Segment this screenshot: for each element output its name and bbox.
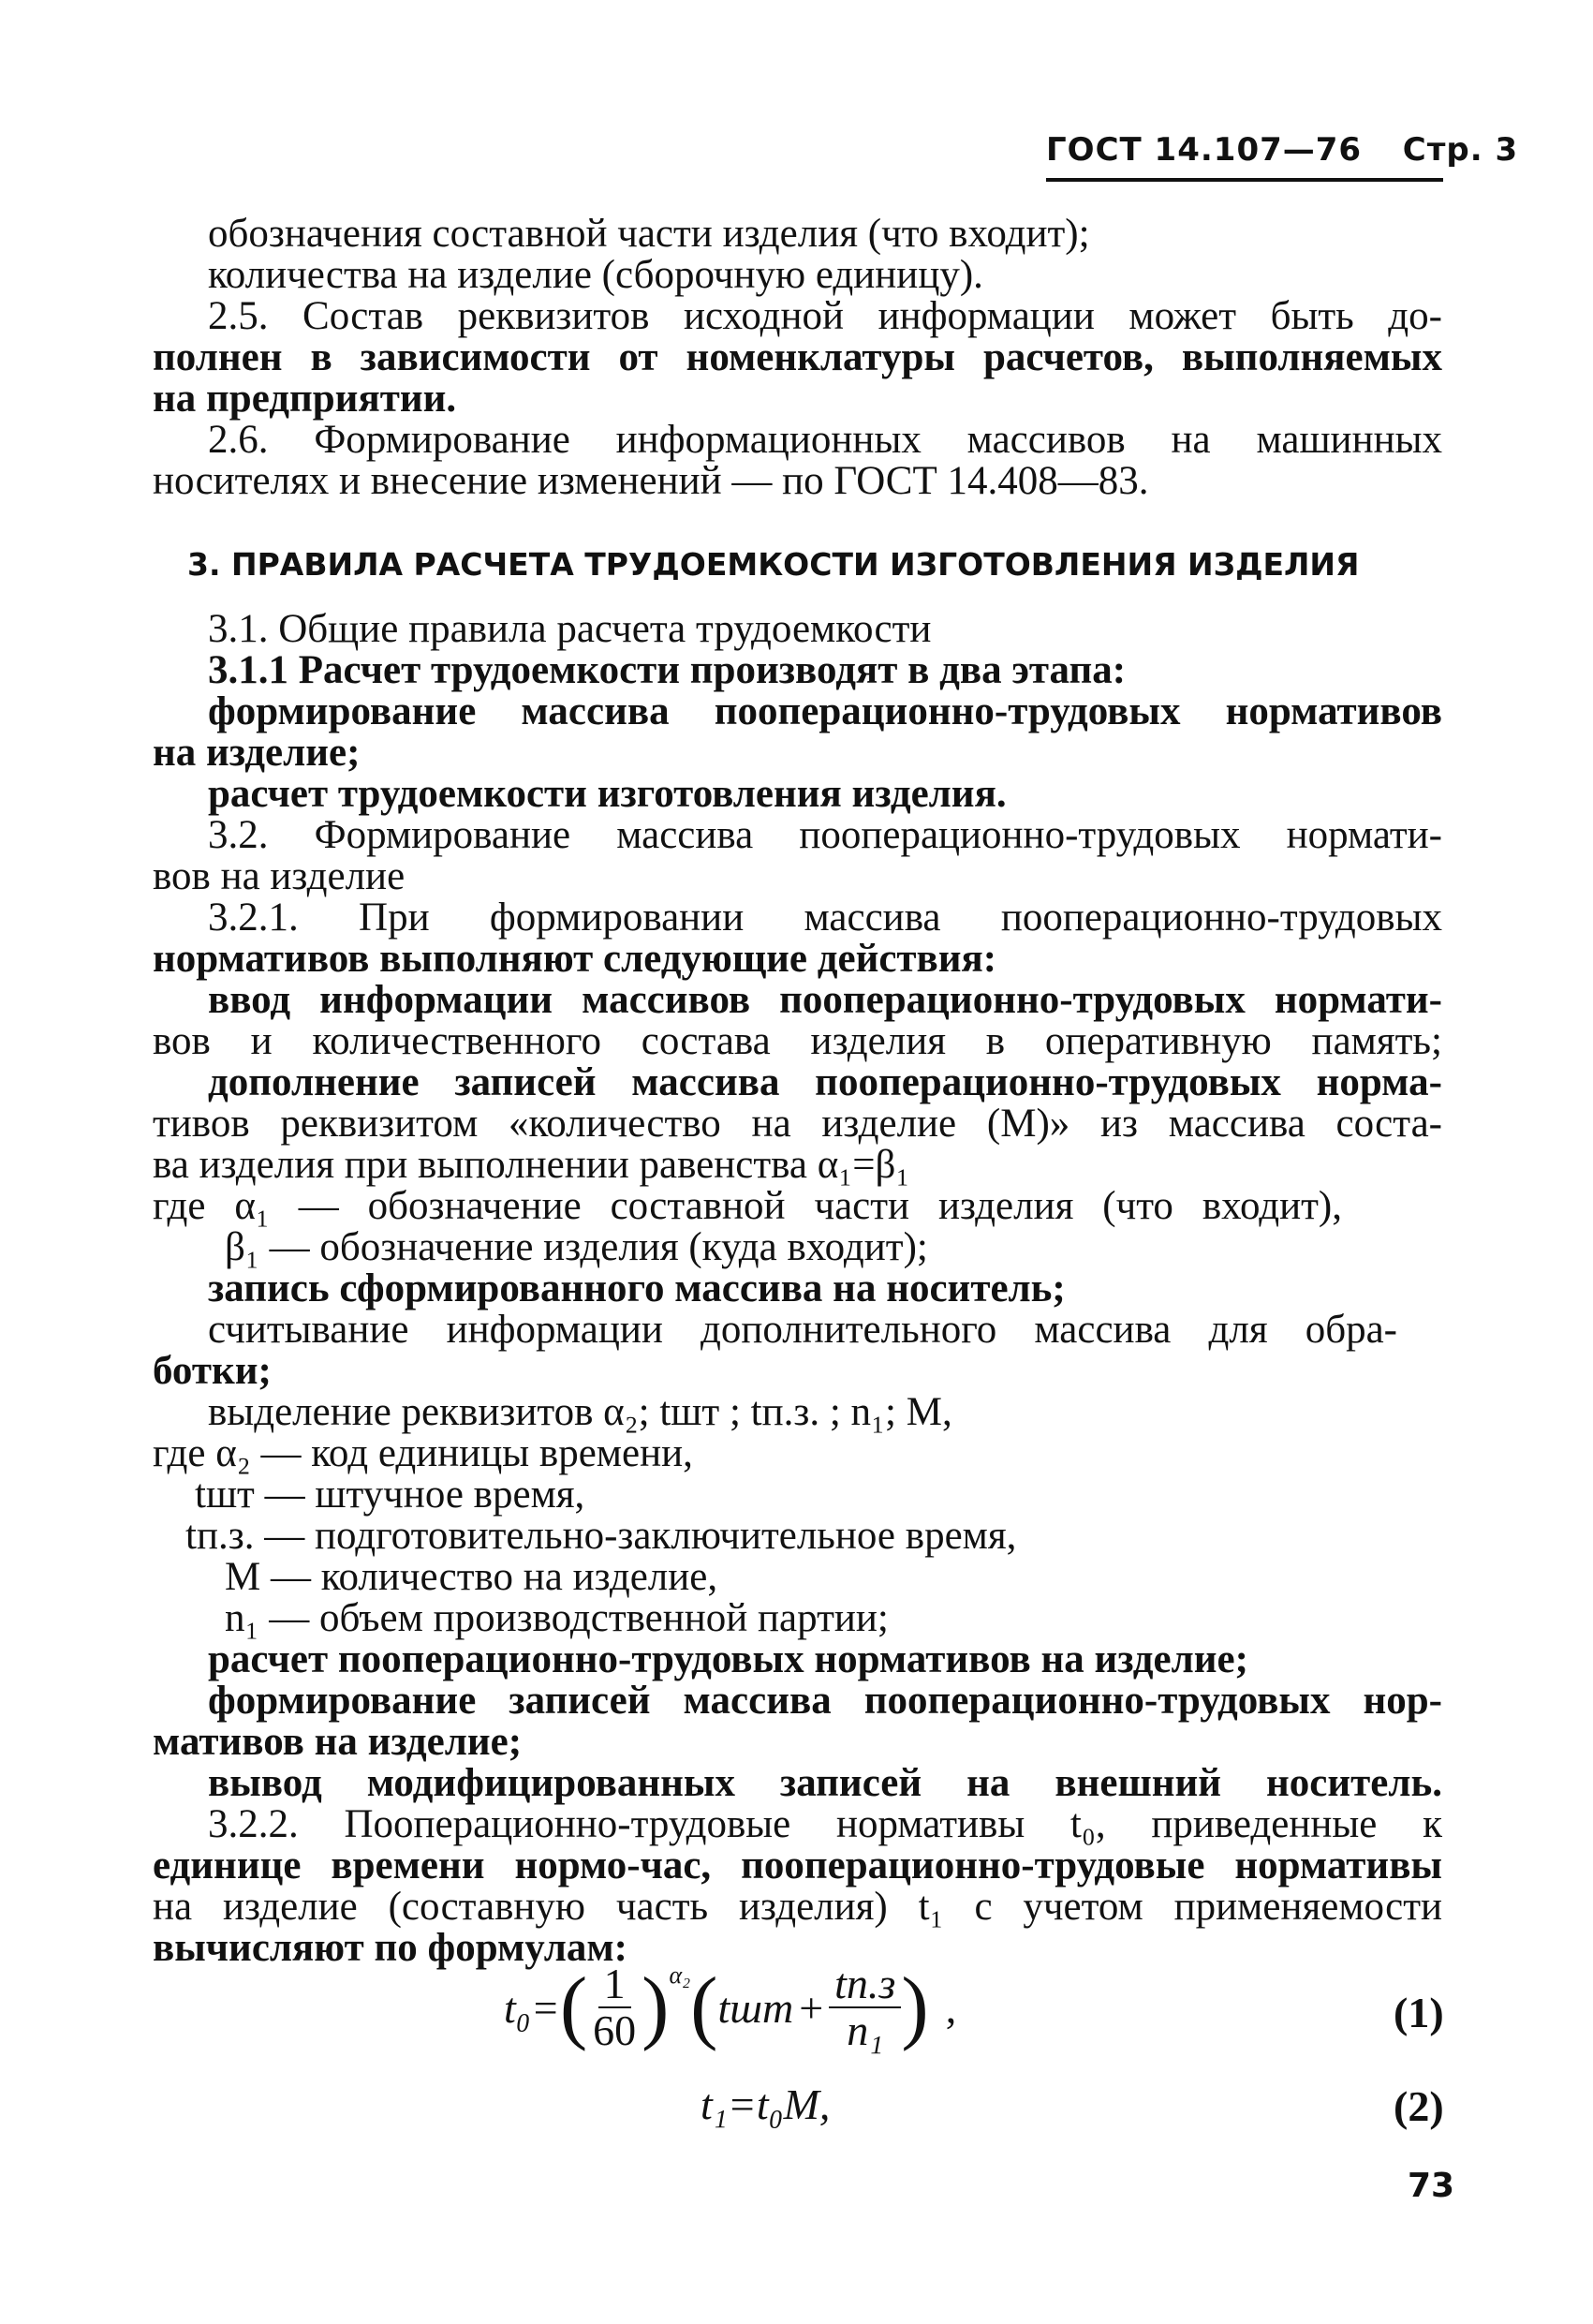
text-line: на предприятии. [153, 377, 457, 421]
denominator-n1: n₁ [847, 2006, 884, 2054]
fraction-one-over-sixty [587, 1961, 642, 2054]
text-line: формирование записей массива пооперационно-трудовых нор- [208, 1679, 1442, 1723]
text-line: β₁ — обозначение изделия (куда входит); [225, 1225, 928, 1269]
text-line: 3.2. Формирование массива пооперационно-трудовых нормати- [208, 813, 1442, 857]
text-line: 3.2.2. Пооперационно-трудовые нормативы t₀, приведенные к [208, 1802, 1442, 1846]
text-line: ввод информации массивов пооперационно-трудовых нормати- [208, 978, 1442, 1022]
numerator-one: 1 [598, 1961, 631, 2008]
plus-sign: + [799, 1983, 824, 2032]
text-line: вывод модифицированных записей на внешний носитель. [208, 1761, 1442, 1805]
text-line: вов на изделие [153, 854, 406, 898]
text-line: на изделие (составную часть изделия) t₁ с учетом применяемости [153, 1885, 1442, 1929]
text-line: ботки; [153, 1349, 272, 1393]
term-tsht: tшт [717, 1983, 794, 2032]
equation-number-2: (2) [1394, 2082, 1444, 2130]
section-heading: 3. ПРАВИЛА РАСЧЕТА ТРУДОЕМКОСТИ ИЗГОТОВЛЕНИЯ ИЗДЕЛИЯ [187, 546, 1360, 583]
text-line: вычисляют по формулам: [153, 1926, 627, 1970]
text-line: n₁ — объем производственной партии; [225, 1596, 889, 1640]
formula-1-lhs: t₀= [504, 1983, 560, 2032]
text-line: расчет пооперационно-трудовых нормативов на изделие; [208, 1637, 1248, 1681]
formula-1: t₀= ( $\frac{1}{60}$ ) α₂ ( tшт + $\frac{tп.з}{\text{n₁}}$ ) , [504, 1959, 957, 2054]
text-line: формирование массива пооперационно-трудовых нормативов [208, 689, 1442, 733]
text-line: tшт — штучное время, [195, 1473, 585, 1517]
running-header [1046, 131, 1518, 169]
header-rule [1046, 178, 1443, 182]
text-line: носителях и внесение изменений — по ГОСТ 14.408—83. [153, 459, 1149, 503]
text-line: где α₂ — код единицы времени, [153, 1431, 693, 1475]
text-line: tп.з. — подготовительно-заключительное время, [185, 1514, 1017, 1558]
text-line: запись сформированного массива на носитель; [208, 1266, 1066, 1310]
formula-1-comma: , [945, 1983, 957, 2032]
text-line: тивов реквизитом «количество на изделие (М)» из массива соста- [153, 1102, 1442, 1146]
text-line: единице времени нормо-час, пооперационно-трудовые нормативы [153, 1843, 1442, 1887]
text-line: М — количество на изделие, [225, 1555, 718, 1599]
text-line: нормативов выполняют следующие действия: [153, 937, 997, 981]
text-line: 2.5. Состав реквизитов исходной информации может быть до- [208, 294, 1442, 338]
text-line: на изделие; [153, 731, 361, 775]
text-line: считывание информации дополнительного массива для обра- [208, 1308, 1397, 1352]
text-line: 3.1. Общие правила расчета трудоемкости [208, 607, 932, 651]
standard-number: ГОСТ 14.107—76 [1046, 131, 1363, 169]
text-line: количества на изделие (сборочную единицу). [208, 253, 983, 297]
fraction-tpz-over-n1 [829, 1961, 901, 2054]
exponent-alpha: α₂ [669, 1961, 691, 1989]
text-line: где α₁ — обозначение составной части изделия (что входит), [153, 1184, 1342, 1228]
denominator-sixty: 60 [593, 2006, 637, 2054]
text-line: расчет трудоемкости изготовления изделия. [208, 772, 1007, 816]
text-line: дополнение записей массива пооперационно-трудовых норма- [208, 1060, 1442, 1104]
text-line: 2.6. Формирование информационных массивов на машинных [208, 418, 1442, 462]
text-line: выделение реквизитов α₂; tшт ; tп.з. ; n₁; М, [208, 1390, 952, 1434]
text-line: 3.1.1 Расчет трудоемкости производят в два этапа: [208, 648, 1127, 692]
text-line: 3.2.1. При формировании массива пооперационно-трудовых [208, 896, 1442, 940]
numerator-tpz: tп.з [829, 1961, 901, 2008]
formula-2: t₁=t₀M, [701, 2080, 831, 2128]
equation-number-1: (1) [1394, 1989, 1444, 2036]
text-line: обозначения составной части изделия (что входит); [208, 212, 1090, 256]
page-number: 73 [1408, 2167, 1455, 2205]
text-line: полнен в зависимости от номенклатуры расчетов, выполняемых [153, 335, 1442, 379]
page-label: Стр. 3 [1402, 131, 1519, 169]
text-line: ва изделия при выполнении равенства α₁=β₁ [153, 1143, 910, 1187]
text-line: вов и количественного состава изделия в оперативную память; [153, 1019, 1442, 1063]
text-line: мативов на изделие; [153, 1720, 523, 1764]
